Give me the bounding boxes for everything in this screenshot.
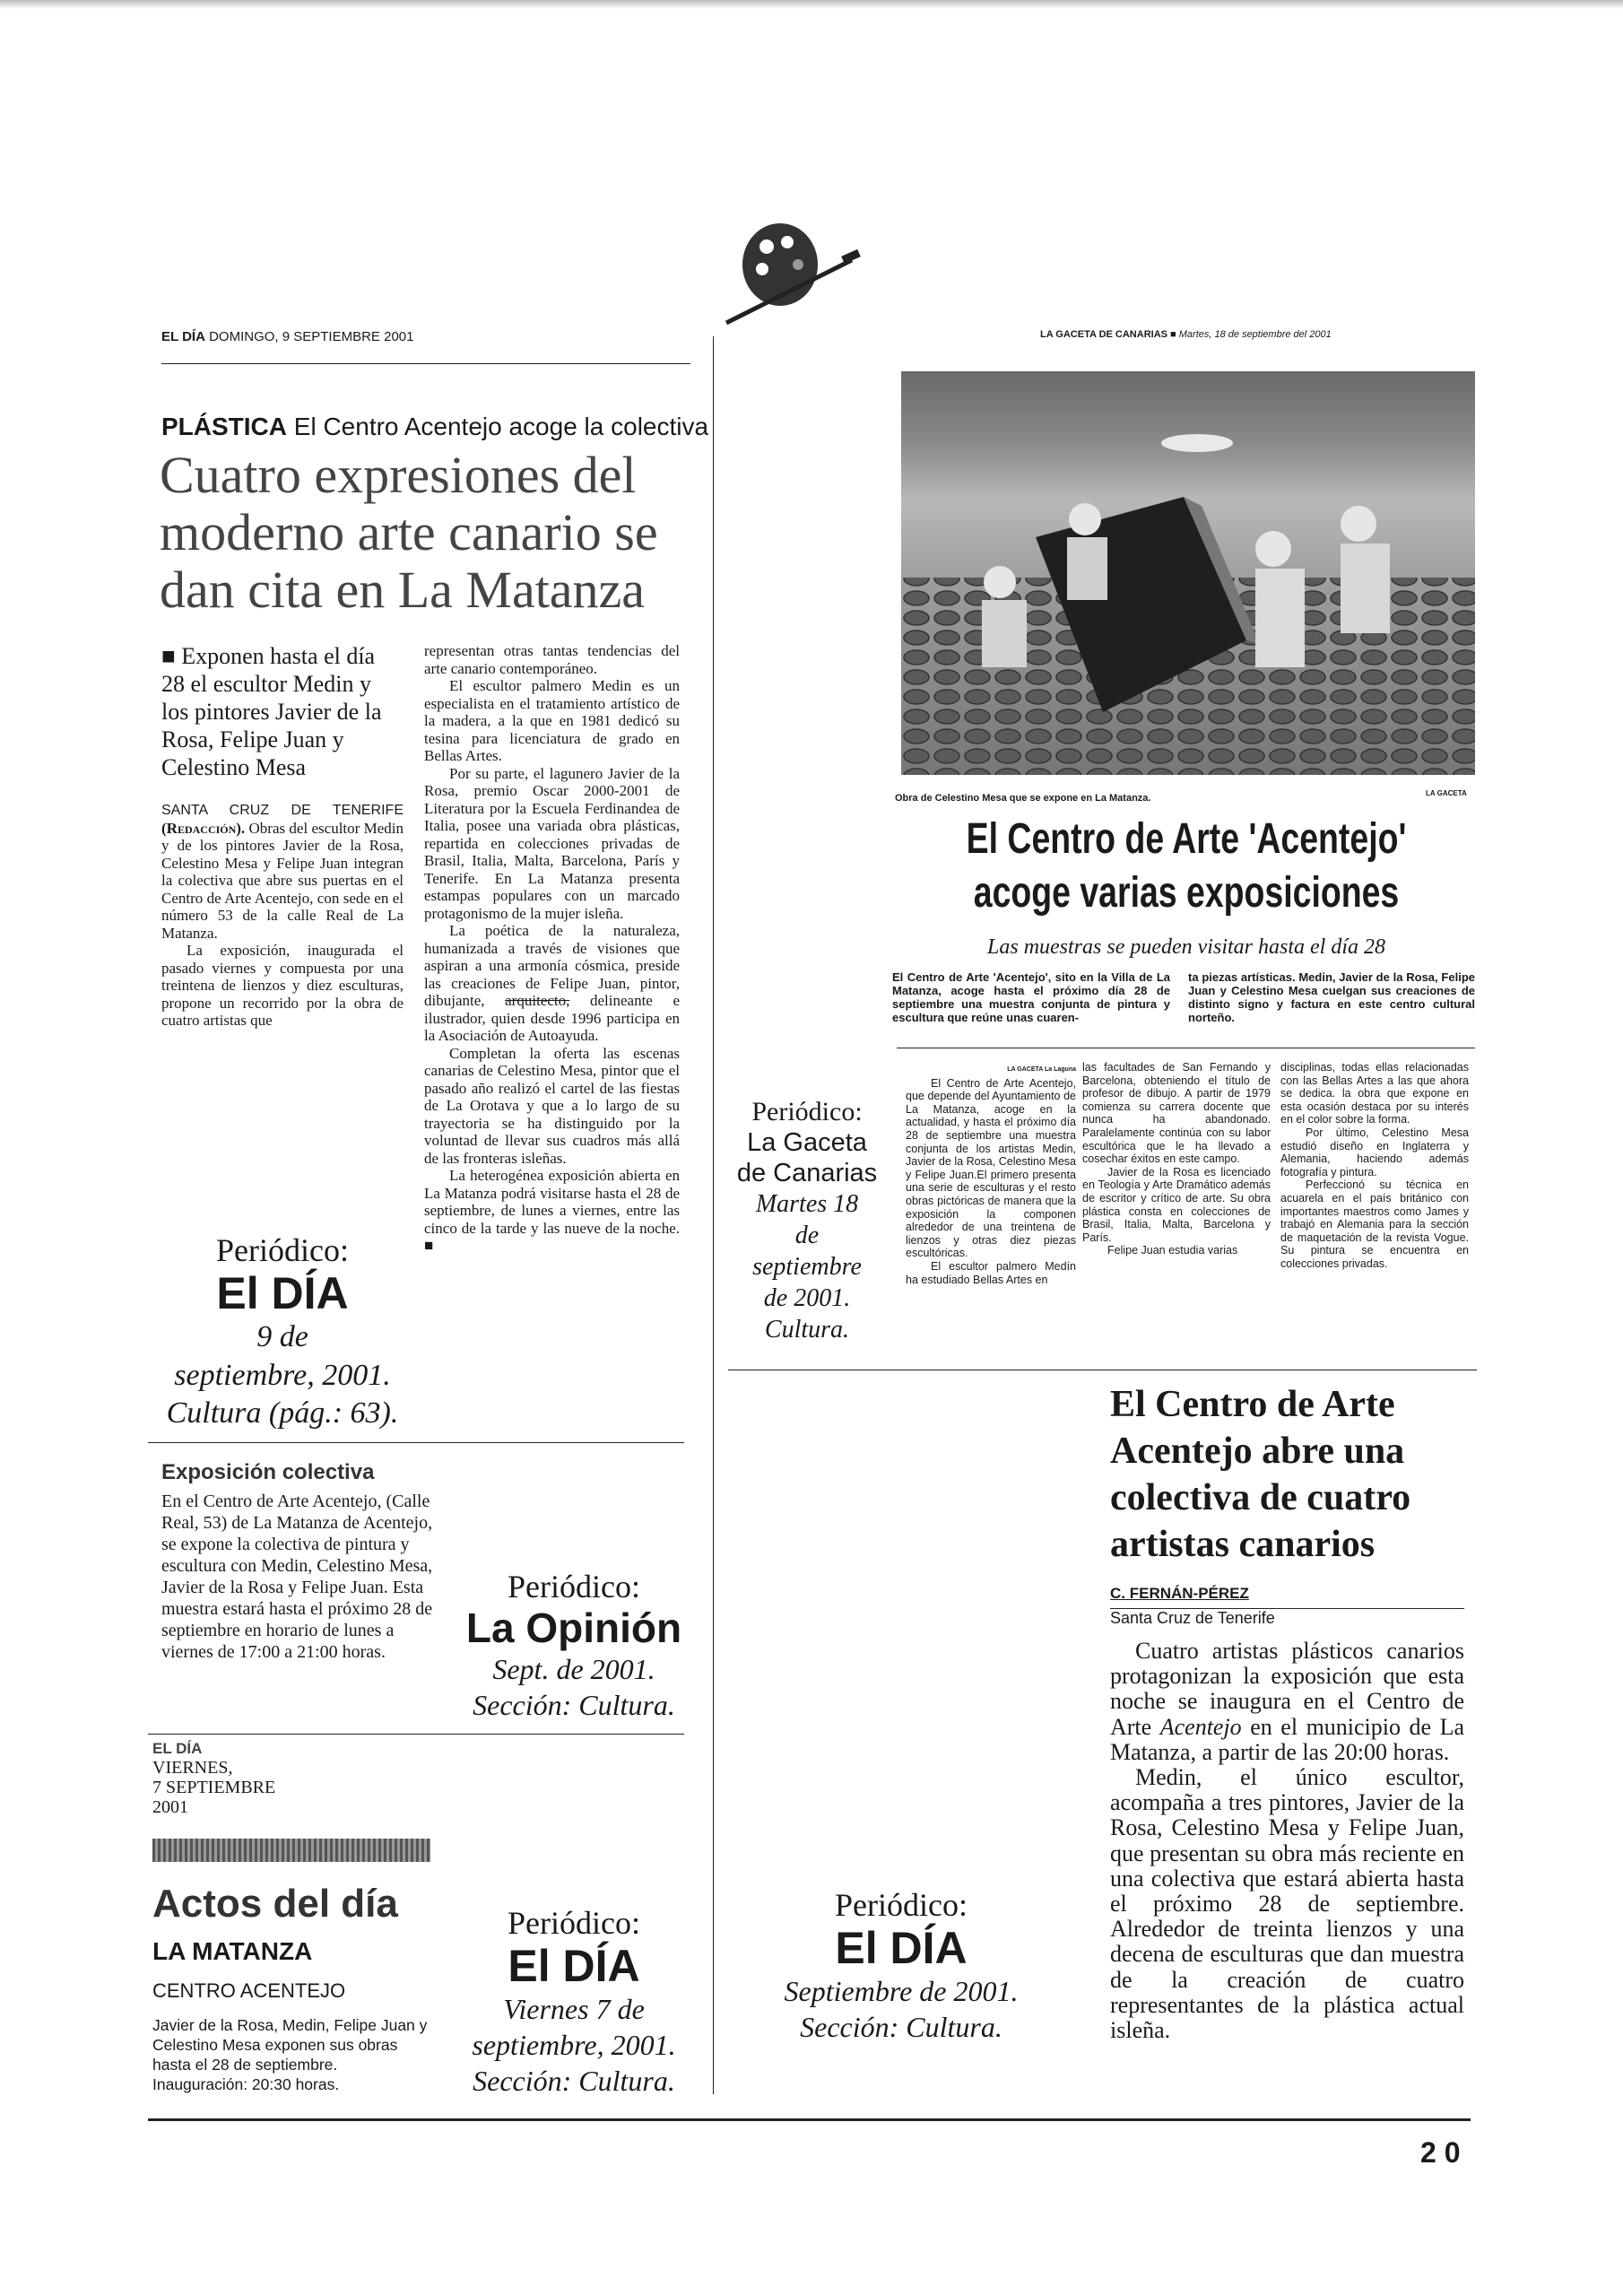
note5-label: Periódico:: [835, 1887, 968, 1923]
article4-c1-p1: El Centro de Arte Acentejo, que depende del Ayuntamiento de La Matanza, acoge en la actualidad, y hasta el próximo día 28 de septiembre una muestra conjunta de los artistas Medin, Javier de la Rosa, Celestino Mesa y Felipe Juan.El primero presenta una serie de esculturas y el resto obras pictóricas de manera que la exposición la componen alrededor de una treintena de lienzos y otras diez piezas escultóricas.: [906, 1076, 1076, 1260]
note3-paper: El DÍA: [508, 1941, 640, 1991]
article4-lead-right: ta piezas artísticas. Medin, Javier de la Rosa, Felipe Juan y Celestino Mesa cuelgan sus creaciones de distinto signo y factura en este centro cultural norteño.: [1188, 970, 1475, 1024]
right-header-paper: LA GACETA DE CANARIAS: [1040, 329, 1167, 340]
article2-bottom-rule: [148, 1734, 684, 1735]
article3-body: [152, 2015, 430, 2094]
article4-caption: Obra de Celestino Mesa que se expone en La Matanza.: [895, 793, 1151, 804]
article4-c3-p1: disciplinas, todas ellas relacionadas con las Bellas Artes a las que ahora se dedica. la obra que expone en esta ocasión destaca por su interés en el color sobre la forma.: [1280, 1061, 1469, 1126]
note5-line1: Septiembre de 2001.: [784, 1975, 1019, 2007]
article1-col1: [161, 801, 404, 1030]
article1-summary-text: Exponen hasta el día 28 el escultor Medin y los pintores Javier de la Rosa, Felipe Juan y Celestino Mesa: [161, 643, 382, 780]
note1-line3: Cultura (pág.: 63).: [166, 1396, 399, 1430]
article1-col2-strike: arquitecto,: [505, 992, 570, 1009]
article1-byline: (Redacción).: [161, 819, 246, 837]
note3: [439, 1904, 708, 2099]
article1-col2: [424, 642, 680, 1255]
article3-title: Actos del día: [152, 1882, 398, 1926]
note3-line3: Sección: Cultura.: [473, 2065, 675, 2097]
article2-title: Exposición colectiva: [161, 1460, 375, 1484]
article4-c1-dateline: LA GACETA La Laguna: [1007, 1066, 1076, 1073]
article5-author: C. FERNÁN-PÉREZ: [1110, 1585, 1249, 1602]
note2: [448, 1568, 699, 1723]
article1-col2-p6: La heterogénea exposición abierta en La Matanza podrá visitarse hasta el 28 de septiembre, de lunes a viernes, entre las cinco de la tarde y las nueve de la noche.: [424, 1167, 680, 1237]
palette-icon: [717, 215, 861, 332]
article3-body-text: Javier de la Rosa, Medin, Felipe Juan y Celestino Mesa exponen sus obras hasta el 28 de septiembre.: [152, 2016, 428, 2074]
article1-kicker-text: El Centro Acentejo acoge la colectiva: [293, 413, 709, 440]
article1-dateline: SANTA CRUZ DE TENERIFE: [161, 803, 404, 818]
article4-subhead: Las muestras se pueden visitar hasta el día 28: [987, 935, 1385, 959]
article1-kicker: [161, 413, 708, 441]
article4-c2-p2: Javier de la Rosa es licenciado en Teología y Arte Dramático además de escritor y crítico de arte. Su obra plástica consta en colecciones de Brasil, Italia, Malta, Barcelona y París.: [1082, 1165, 1271, 1244]
note1-label: Periódico:: [216, 1232, 349, 1268]
article3-date: 7 SEPTIEMBRE: [152, 1778, 276, 1797]
note5-paper: El DÍA: [835, 1923, 968, 1973]
article5-headline: El Centro de Arte Acentejo abre una colectiva de cuatro artistas canarios: [1110, 1384, 1411, 1565]
note1: [152, 1231, 412, 1433]
note4-line3: septiembre: [752, 1253, 862, 1281]
article1-col2-p3: Por su parte, el lagunero Javier de la Rosa, premio Oscar 2000-2001 de Literatura por la Escuela Ferdinandea de Italia, posee una variada obra plásticas, repartida en colecciones privadas de Brasil, Italia, Malta, Barcelona, París y Tenerife. En La Matanza presenta estampas populares con un marcado protagonismo de la mujer isleña.: [424, 764, 680, 922]
article4-c2-p3: Felipe Juan estudia varias: [1107, 1244, 1238, 1257]
note4-line4: de 2001.: [763, 1284, 851, 1312]
note4-paper1: La Gaceta: [747, 1128, 867, 1157]
note1-paper: El DÍA: [216, 1268, 349, 1318]
article5-p1-italic: Acentejo: [1159, 1713, 1242, 1740]
article4-col3: [1280, 1061, 1469, 1271]
scan-edge: [0, 0, 1623, 9]
article3-day: VIERNES,: [152, 1758, 233, 1778]
article5-body: [1110, 1639, 1464, 2043]
article1-col2-p4b: delineante e ilustrador, quien desde 1996 participa en la Asociación de Autoayuda.: [424, 992, 681, 1044]
article5-place: Santa Cruz de Tenerife: [1110, 1609, 1275, 1627]
article1-col1-p2: La exposición, inaugurada el pasado viernes y compuesta por una treintena de lienzos y diez esculturas, propone un recorrido por la obra de cuatro artistas que: [161, 942, 404, 1029]
end-mark-icon: ■: [424, 1237, 434, 1254]
left-header-paper: EL DÍA: [161, 329, 205, 344]
left-header-date: DOMINGO, 9 SEPTIEMBRE 2001: [209, 329, 414, 344]
note3-label: Periódico:: [508, 1905, 640, 1941]
summary-bullet-icon: ■: [161, 643, 182, 669]
note2-line1: Sept. de 2001.: [492, 1652, 655, 1685]
note4-line1: Martes 18: [755, 1190, 859, 1218]
note4-line2: de: [794, 1222, 820, 1249]
note1-line2: septiembre, 2001.: [174, 1358, 391, 1392]
article4-c1-p2: El escultor palmero Medín ha estudiado Bellas Artes en: [906, 1259, 1076, 1286]
article3-place: LA MATANZA: [152, 1937, 313, 1965]
article2-body: En el Centro de Arte Acentejo, (Calle Real, 53) de La Matanza de Acentejo, se expone la colectiva de pintura y escultura con Medin, Celestino Mesa, Javier de la Rosa y Felipe Juan. Esta muestra estará hasta el próximo 28 de septiembre en horario de lunes a viernes de 17:00 a 21:00 horas.: [161, 1492, 433, 1662]
page-number: 2 0: [1420, 2136, 1461, 2169]
page-bottom-rule: [148, 2118, 1471, 2121]
article3-year: 2001: [152, 1797, 188, 1817]
article5-p1b: en el municipio de La Matanza, a partir de las 20:00 horas.: [1110, 1713, 1465, 1765]
article1-summary: [161, 642, 404, 781]
article4-lead-left: El Centro de Arte 'Acentejo', sito en la Villa de La Matanza, acoge hasta el próximo día 28 de septiembre una muestra conjunta de pintura y escultura que reúne unas cuaren-: [892, 970, 1170, 1024]
note1-line1: 9 de: [256, 1320, 308, 1353]
article4-credit: LA GACETA: [1426, 789, 1467, 797]
note3-line2: septiembre, 2001.: [472, 2029, 676, 2061]
article1-col2-p1: representan otras tantas tendencias del arte canario contemporáneo.: [424, 642, 680, 677]
article1-bottom-rule: [148, 1442, 684, 1443]
article1-section: PLÁSTICA: [161, 413, 287, 440]
article4-col1: [906, 1061, 1076, 1286]
note5: [735, 1886, 1067, 2045]
article5-p2: Medin, el único escultor, acompaña a tres pintores, Javier de la Rosa, Celestino Mesa y Felipe Juan, que presentan su obra más reciente en una colectiva que estará abierta hasta el próximo 28 de septiembre. Alrededor de treinta lienzos y una decena de esculturas que dan muestra de la creación de cuatro representantes de la plástica actual isleña.: [1110, 1764, 1464, 2044]
article4-c3-p3: Perfeccionó su técnica en acuarela en el país británico con importantes maestros como James y trabajó en Alemania para la sección de maquetación de la revista Vogue. Su pintura se encuentra en colecciones privadas.: [1280, 1178, 1469, 1270]
article3-paper: EL DÍA: [152, 1740, 203, 1757]
note4: [717, 1097, 897, 1345]
article4-headline1: El Centro de Arte 'Acentejo': [966, 815, 1407, 863]
article1-col2-p4a: La poética de la naturaleza, humanizada a través de visiones que aspiran a una armonía cósmica, preside las creaciones de Felipe Juan, pintor, dibujante,: [424, 922, 680, 1009]
article4-headline: [959, 813, 1414, 920]
left-header: [161, 329, 413, 344]
article4-c2-p1: las facultades de San Fernando y Barcelona, obteniendo el título de profesor de dibujo. A partir de 1979 comienza su carrera docente que nunca ha abandonado. Paralelamente continúa con su labor escultórica que le ha llevado a cosechar éxitos en este campo.: [1082, 1061, 1271, 1166]
article3-venue: CENTRO ACENTEJO: [152, 1979, 346, 2002]
note5-line2: Sección: Cultura.: [800, 2011, 1002, 2043]
note4-paper2: de Canarias: [736, 1159, 878, 1187]
article5-p1a: Cuatro artistas plásticos canarios protagonizan la exposición que esta noche se inaugura en el Centro de Arte: [1110, 1638, 1464, 1740]
note2-label: Periódico:: [508, 1569, 640, 1605]
right-header: LA GACETA DE CANARIAS ■ Martes, 18 de septiembre del 2001: [1040, 329, 1332, 340]
center-divider: [713, 336, 714, 2094]
note4-label: Periódico:: [751, 1097, 863, 1126]
note2-paper: La Opinión: [465, 1605, 682, 1651]
article4-col2: [1082, 1061, 1271, 1257]
note4-line5: Cultura.: [764, 1316, 850, 1344]
article1-col2-p2: El escultor palmero Medin es un especialista en el tratamiento artístico de la madera, a la que en 1981 dedicó su tesina para licenciatura de grado en Bellas Artes.: [424, 677, 680, 764]
article1-headline: Cuatro expresiones del moderno arte canario se dan cita en La Matanza: [160, 446, 658, 619]
right-header-date: Martes, 18 de septiembre del 2001: [1178, 329, 1332, 340]
article3-time: Inauguración: 20:30 horas.: [152, 2075, 340, 2093]
article3-header: [152, 1740, 439, 1817]
article3-band: [152, 1839, 430, 1862]
note2-line2: Sección: Cultura.: [473, 1688, 675, 1721]
article4-headline2: acoge varias exposiciones: [973, 869, 1400, 917]
article4-photo: [901, 371, 1475, 775]
note3-line1: Viernes 7 de: [503, 1993, 645, 2025]
article1-col1-p1: Obras del escultor Medin y de los pintores Javier de la Rosa, Celestino Mesa y Felipe Juan integran la colectiva que abre sus puertas en el Centro de Arte Acentejo, con sede en el número 53 de la calle Real de La Matanza.: [161, 819, 404, 942]
left-header-rule: [161, 363, 690, 364]
article4-c3-p2: Por último, Celestino Mesa estudió diseño en Inglaterra y Alemania, haciendo además fotografía y pintura.: [1280, 1126, 1469, 1178]
article1-col2-p5: Completan la oferta las escenas canarias de Celestino Mesa, pintor que el pasado año realizó el cartel de las fiestas de La Orotava y que a lo largo de su trayectoria se ha distinguido por la voluntad de llevar sus cuadros más allá de las fronteras isleñas.: [424, 1044, 680, 1167]
